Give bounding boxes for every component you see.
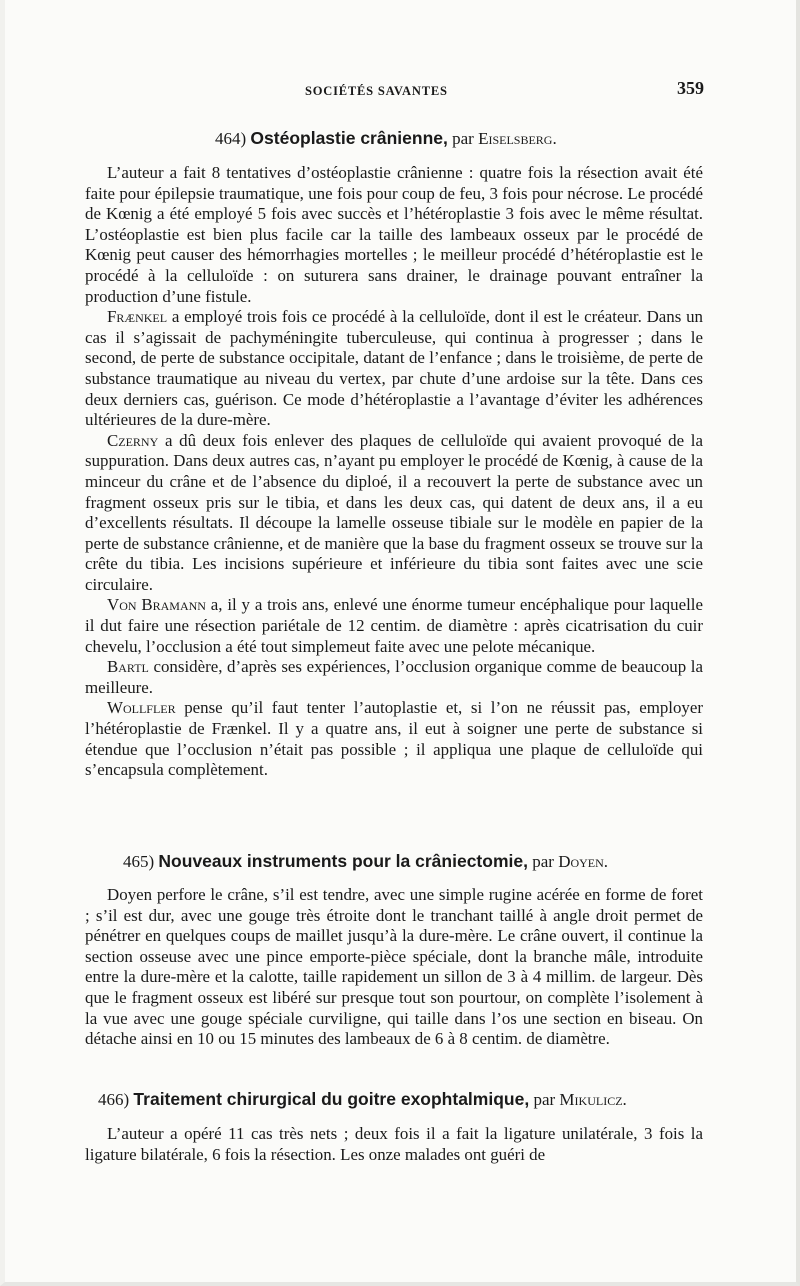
- section-author: Mikulicz.: [559, 1090, 627, 1109]
- paragraph: [85, 698, 703, 780]
- section-number: 466): [98, 1090, 130, 1109]
- paragraph-text: pense qu’il faut tenter l’autoplastie et, si l’on ne réussit pas, employer l’hétéroplastie de Frænkel. Il y a quatre ans, il eut à soigner une perte de substance si étendue que l’occlusion n’était pas possible ; il appliqua une plaque de celluloïde qui s’encapsula complètement.: [85, 698, 703, 780]
- section-heading-465: [85, 850, 703, 873]
- running-title: SOCIÉTÉS SAVANTES: [305, 84, 448, 98]
- paragraph: [85, 307, 703, 431]
- section-heading-464: [85, 127, 703, 150]
- section-par: par: [533, 1090, 556, 1109]
- paragraph-lead-name: Frænkel: [107, 307, 168, 327]
- paragraph-lead-name: Wollfler: [107, 698, 176, 718]
- paragraph: [85, 885, 703, 1050]
- section-par: par: [452, 129, 474, 148]
- section-author: Doyen.: [558, 852, 609, 871]
- page-header: [5, 76, 796, 106]
- paragraph-text: Doyen perfore le crâne, s’il est tendre, avec une simple rugine acérée en forme de foret ; s’il est dur, avec une gouge très étroite dont le tranchant taillé à angle droit permet de pénétrer en quelques coups de maillet jusqu’à la dure-mère. Le crâne ouvert, il continue la section osseuse avec une pince emporte-pièce spéciale, dont la branche mâle, introduite entre la dure-mère et la calotte, taille rapidement un sillon de 3 à 4 millim. de largeur. Dès que le fragment osseux est libéré sur presque tout son pourtour, on complète l’isolement à la vue avec une gouge spéciale curviligne, qui taille dans l’os une section en biseau. On détache ainsi en 10 ou 15 minutes des lambeaux de 6 à 8 centim. de diamètre.: [85, 885, 703, 1049]
- section-heading-466: [85, 1088, 703, 1111]
- section-title: Nouveaux instruments pour la crâniectomie,: [158, 851, 528, 871]
- paragraph-lead-name: Von Bramann: [107, 595, 206, 615]
- paragraph: [85, 1124, 703, 1165]
- paragraph: [85, 657, 703, 698]
- section-body-464: [85, 163, 703, 781]
- paragraph-text: a employé trois fois ce procédé à la celluloïde, dont il est le créateur. Dans un cas il s’agissait de pachyméningite tuberculeuse, qui continua à progresser ; dans le second, de perte de substance occipitale, datant de l’enfance ; dans le troisième, de perte de substance traumatique au niveau du vertex, par chute d’une ardoise sur la tête. Dans ces deux derniers cas, guérison. Ce mode d’hétéroplastie a l’avantage d’éviter les adhérences ultérieures de la dure-mère.: [85, 307, 703, 430]
- paragraph: [85, 595, 703, 657]
- paragraph-lead-name: Bartl: [107, 657, 149, 677]
- section-body-466: [85, 1124, 703, 1165]
- paragraph-text: L’auteur a fait 8 tentatives d’ostéoplastie crânienne : quatre fois la résection avait été faite pour épilepsie traumatique, une fois pour coup de feu, 3 fois pour nécrose. Le procédé de Kœnig a été employé 5 fois avec succès et l’hétéroplastie 3 fois avec le même résultat. L’ostéoplastie est bien plus facile car la taille des lambeaux osseux par le procédé de Kœnig peut causer des hémorrhagies mortelles ; le meilleur procédé d’hétéroplastie est le procédé à la celluloïde : on suturera sans drainer, le drainage pouvant entraîner la production d’une fistule.: [85, 163, 703, 306]
- section-title: Ostéoplastie crânienne,: [250, 128, 448, 148]
- paragraph-text: L’auteur a opéré 11 cas très nets ; deux fois il a fait la ligature unilatérale, 3 fois la ligature bilatérale, 6 fois la résection. Les onze malades ont guéri de: [85, 1124, 703, 1164]
- paragraph-lead-name: Czerny: [107, 430, 159, 450]
- section-number: 464): [215, 129, 247, 148]
- paragraph-text: considère, d’après ses expériences, l’occlusion organique comme de beaucoup la meilleure.: [85, 657, 703, 697]
- section-par: par: [532, 852, 554, 871]
- page-number: 359: [677, 78, 704, 98]
- section-number: 465): [123, 852, 155, 871]
- paragraph-text: a dû deux fois enlever des plaques de celluloïde qui avaient provoqué de la suppuration. Dans deux autres cas, n’ayant pu employer le procédé de Kœnig, à cause de la minceur du crâne et de l’absence du diploé, il a recouvert la perte de substance avec un fragment osseux pris sur le tibia, et dans les deux cas, qui datent de deux ans, il a eu d’excellents résultats. Il découpe la lamelle osseuse tibiale sur le modèle en papier de la perte de substance crânienne, et de manière que la base du fragment osseux se trouve sur la crête du tibia. Les incisions supérieure et inférieure du tibia sont faites avec une scie circulaire.: [85, 430, 703, 594]
- paragraph: [85, 163, 703, 307]
- section-body-465: [85, 885, 703, 1050]
- section-author: Eiselsberg.: [478, 129, 557, 148]
- paragraph: [85, 431, 703, 596]
- paragraph-text: a, il y a trois ans, enlevé une énorme tumeur encéphalique pour laquelle il dut faire une résection pariétale de 12 centim. de diamètre : après cicatrisation du cuir chevelu, l’occlusion a été tout simplemeut faite avec une pelote mécanique.: [85, 595, 703, 656]
- section-title: Traitement chirurgical du goitre exophtalmique,: [133, 1089, 530, 1109]
